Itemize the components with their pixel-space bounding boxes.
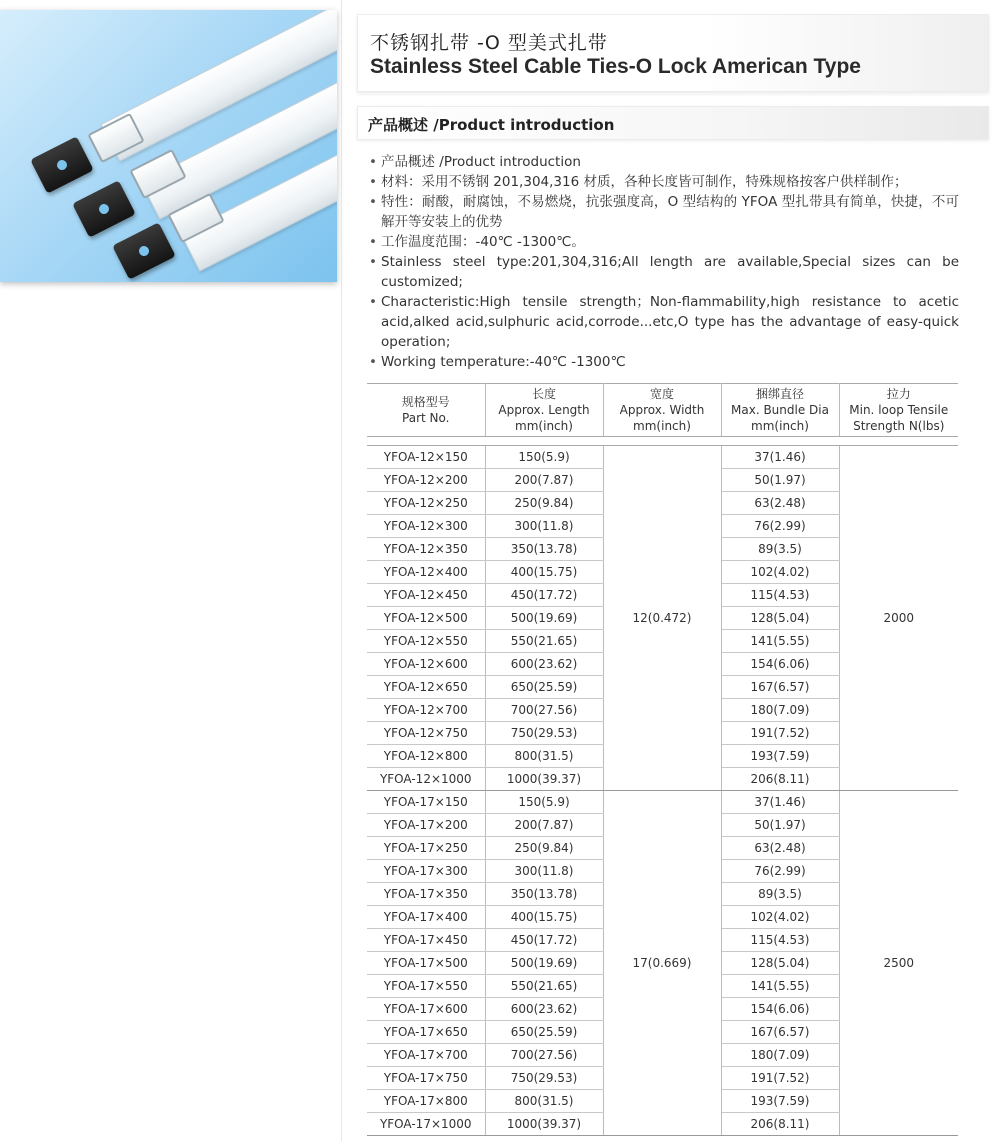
table-body — [367, 437, 958, 1136]
cell-length: 450(17.72) — [485, 584, 603, 607]
cell-bundle-dia: 37(1.46) — [721, 791, 839, 814]
spec-table — [367, 383, 958, 1136]
cell-bundle-dia: 128(5.04) — [721, 952, 839, 975]
cell-tensile: 2000 — [839, 446, 958, 791]
cell-bundle-dia: 167(6.57) — [721, 1021, 839, 1044]
cell-length: 550(21.65) — [485, 630, 603, 653]
cell-bundle-dia: 141(5.55) — [721, 975, 839, 998]
cell-bundle-dia: 154(6.06) — [721, 653, 839, 676]
cell-bundle-dia: 191(7.52) — [721, 1067, 839, 1090]
cell-part-no: YFOA-12×250 — [367, 492, 485, 515]
cell-length: 500(19.69) — [485, 607, 603, 630]
column-divider — [341, 0, 342, 1141]
cell-length: 400(15.75) — [485, 906, 603, 929]
cell-length: 600(23.62) — [485, 998, 603, 1021]
cell-length: 800(31.5) — [485, 1090, 603, 1113]
cell-length: 550(21.65) — [485, 975, 603, 998]
cell-length: 200(7.87) — [485, 469, 603, 492]
cell-part-no: YFOA-17×400 — [367, 906, 485, 929]
cell-part-no: YFOA-12×400 — [367, 561, 485, 584]
section-title: 产品概述 /Product introduction — [368, 116, 615, 134]
cell-bundle-dia: 102(4.02) — [721, 561, 839, 584]
intro-item: • Working temperature:-40℃ -1300℃ — [367, 352, 959, 372]
cell-bundle-dia: 154(6.06) — [721, 998, 839, 1021]
cell-length: 300(11.8) — [485, 515, 603, 538]
cell-bundle-dia: 63(2.48) — [721, 492, 839, 515]
cell-part-no: YFOA-12×800 — [367, 745, 485, 768]
cell-bundle-dia: 128(5.04) — [721, 607, 839, 630]
cell-bundle-dia: 89(3.5) — [721, 883, 839, 906]
cell-bundle-dia: 180(7.09) — [721, 699, 839, 722]
cell-part-no: YFOA-17×550 — [367, 975, 485, 998]
cell-length: 700(27.56) — [485, 1044, 603, 1067]
cell-length: 1000(39.37) — [485, 768, 603, 791]
cell-length: 600(23.62) — [485, 653, 603, 676]
cell-length: 350(13.78) — [485, 538, 603, 561]
cell-bundle-dia: 102(4.02) — [721, 906, 839, 929]
cell-part-no: YFOA-12×500 — [367, 607, 485, 630]
cell-bundle-dia: 193(7.59) — [721, 745, 839, 768]
cell-part-no: YFOA-17×800 — [367, 1090, 485, 1113]
cell-part-no: YFOA-12×300 — [367, 515, 485, 538]
col-header-length: 长度 Approx. Length mm(inch) — [485, 384, 603, 437]
cell-width: 12(0.472) — [603, 446, 721, 791]
col-header-width: 宽度 Approx. Width mm(inch) — [603, 384, 721, 437]
cell-length: 250(9.84) — [485, 837, 603, 860]
cell-length: 500(19.69) — [485, 952, 603, 975]
cell-part-no: YFOA-12×550 — [367, 630, 485, 653]
intro-list — [367, 152, 959, 372]
cell-bundle-dia: 180(7.09) — [721, 1044, 839, 1067]
cell-part-no: YFOA-12×650 — [367, 676, 485, 699]
title-box — [357, 14, 989, 92]
cell-length: 650(25.59) — [485, 1021, 603, 1044]
cell-bundle-dia: 191(7.52) — [721, 722, 839, 745]
cell-length: 300(11.8) — [485, 860, 603, 883]
cell-bundle-dia: 76(2.99) — [721, 515, 839, 538]
cell-bundle-dia: 50(1.97) — [721, 814, 839, 837]
cell-bundle-dia: 50(1.97) — [721, 469, 839, 492]
cell-length: 400(15.75) — [485, 561, 603, 584]
cell-length: 750(29.53) — [485, 722, 603, 745]
cell-part-no: YFOA-12×350 — [367, 538, 485, 561]
cell-part-no: YFOA-12×150 — [367, 446, 485, 469]
table-row — [367, 791, 958, 814]
cell-bundle-dia: 167(6.57) — [721, 676, 839, 699]
cell-bundle-dia: 193(7.59) — [721, 1090, 839, 1113]
cell-part-no: YFOA-12×750 — [367, 722, 485, 745]
cell-part-no: YFOA-17×450 — [367, 929, 485, 952]
cell-part-no: YFOA-17×150 — [367, 791, 485, 814]
cell-bundle-dia: 37(1.46) — [721, 446, 839, 469]
table-header-row — [367, 384, 958, 437]
cell-part-no: YFOA-12×200 — [367, 469, 485, 492]
cell-part-no: YFOA-17×650 — [367, 1021, 485, 1044]
col-header-bundle-dia: 捆绑直径 Max. Bundle Dia mm(inch) — [721, 384, 839, 437]
cell-length: 250(9.84) — [485, 492, 603, 515]
table-row — [367, 446, 958, 469]
col-header-part: 规格型号 Part No. — [367, 384, 485, 437]
cell-bundle-dia: 89(3.5) — [721, 538, 839, 561]
product-photo — [0, 10, 337, 282]
cable-tie-block — [112, 222, 176, 279]
cell-length: 450(17.72) — [485, 929, 603, 952]
cell-length: 150(5.9) — [485, 791, 603, 814]
cell-bundle-dia: 115(4.53) — [721, 929, 839, 952]
cell-tensile: 2500 — [839, 791, 958, 1136]
cell-part-no: YFOA-17×750 — [367, 1067, 485, 1090]
cell-bundle-dia: 76(2.99) — [721, 860, 839, 883]
cable-tie-block — [72, 180, 136, 237]
cell-length: 650(25.59) — [485, 676, 603, 699]
cell-part-no: YFOA-17×600 — [367, 998, 485, 1021]
cell-part-no: YFOA-12×700 — [367, 699, 485, 722]
col-header-tensile: 拉力 Min. loop Tensile Strength N(lbs) — [839, 384, 958, 437]
page-title-cn: 不锈钢扎带 -O 型美式扎带 — [370, 32, 608, 54]
cell-part-no: YFOA-17×500 — [367, 952, 485, 975]
cell-bundle-dia: 63(2.48) — [721, 837, 839, 860]
intro-item: • 材料：采用不锈钢 201,304,316 材质，各种长度皆可制作，特殊规格按客户供样制作； — [367, 172, 959, 192]
intro-item: • 工作温度范围：-40℃ -1300℃。 — [367, 232, 959, 252]
cell-part-no: YFOA-12×600 — [367, 653, 485, 676]
cell-part-no: YFOA-17×300 — [367, 860, 485, 883]
cell-part-no: YFOA-17×1000 — [367, 1113, 485, 1136]
cell-length: 350(13.78) — [485, 883, 603, 906]
cell-bundle-dia: 206(8.11) — [721, 768, 839, 791]
cell-bundle-dia: 206(8.11) — [721, 1113, 839, 1136]
cell-length: 700(27.56) — [485, 699, 603, 722]
cell-part-no: YFOA-12×1000 — [367, 768, 485, 791]
cell-length: 200(7.87) — [485, 814, 603, 837]
cell-length: 800(31.5) — [485, 745, 603, 768]
intro-item: • Stainless steel type:201,304,316;All length are available,Special sizes can be customized; — [367, 252, 959, 292]
section-header — [357, 106, 989, 140]
intro-item: • 产品概述 /Product introduction — [367, 152, 959, 172]
cable-tie-block — [30, 136, 94, 193]
cell-width: 17(0.669) — [603, 791, 721, 1136]
page-title-en: Stainless Steel Cable Ties-O Lock American Type — [370, 55, 861, 78]
intro-item: • Characteristic:High tensile strength；Non-flammability,high resistance to acetic acid,alked acid,sulphuric acid,corrode...etc,O type has the advantage of easy-quick operation; — [367, 292, 959, 352]
cell-part-no: YFOA-17×700 — [367, 1044, 485, 1067]
cell-length: 150(5.9) — [485, 446, 603, 469]
cell-length: 750(29.53) — [485, 1067, 603, 1090]
cell-bundle-dia: 115(4.53) — [721, 584, 839, 607]
cell-part-no: YFOA-12×450 — [367, 584, 485, 607]
cell-part-no: YFOA-17×350 — [367, 883, 485, 906]
cell-part-no: YFOA-17×200 — [367, 814, 485, 837]
cell-part-no: YFOA-17×250 — [367, 837, 485, 860]
cell-length: 1000(39.37) — [485, 1113, 603, 1136]
cell-bundle-dia: 141(5.55) — [721, 630, 839, 653]
intro-item: • 特性：耐酸，耐腐蚀，不易燃烧，抗张强度高，O 型结构的 YFOA 型扎带具有简单，快捷，不可解开等安装上的优势 — [367, 192, 959, 232]
